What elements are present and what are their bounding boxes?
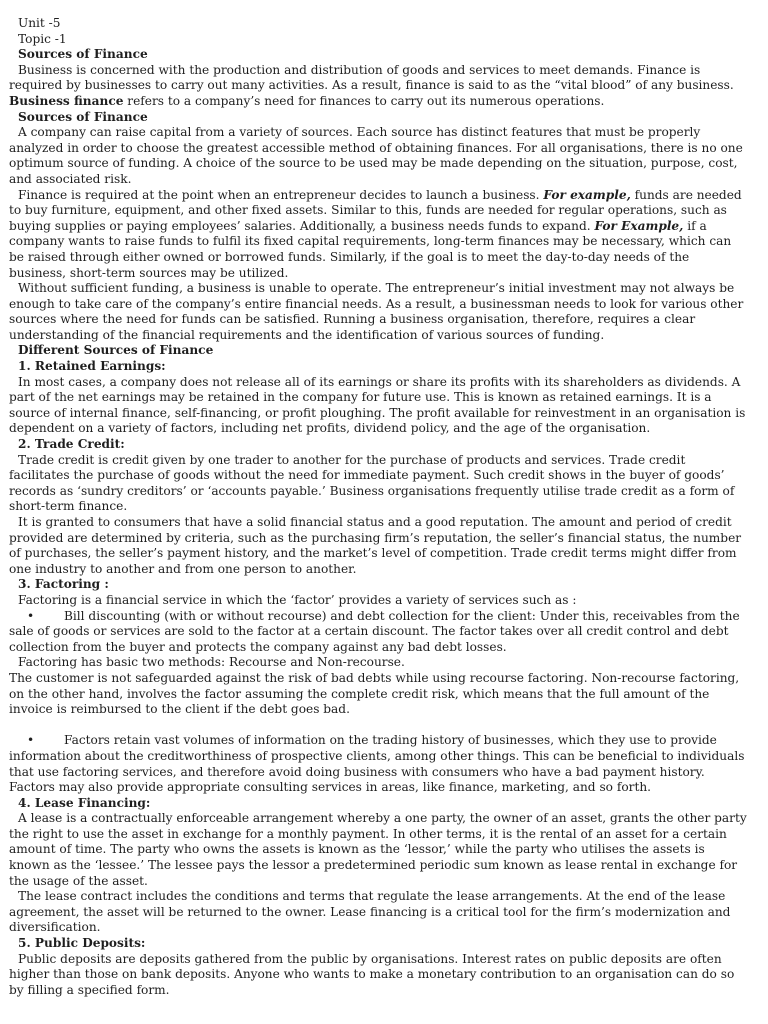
unit-label: Unit -5 [18, 16, 61, 30]
trade-credit-paragraph-1: Trade credit is credit given by one trader to another for the purchase of products and services. Trade credit facilitates the purchase of goods without the need for immediate payment. Such credit shows in the buyer of goods’ records as ‘sundry creditors’ or ‘accounts payable.’ Business organisations frequently utilise trade credit as a form of short-term finance. [9, 452, 735, 514]
section-heading-sources: Sources of Finance [18, 109, 148, 124]
example-label: For example, [543, 187, 631, 202]
example-label: For Example, [594, 218, 684, 233]
section-heading-different-sources: Different Sources of Finance [18, 343, 214, 358]
intro-paragraph-1: Business is concerned with the production and distribution of goods and services to meet demands. Finance is required by businesses to carry out many activities. As a result, finance is said to as the “vital blood” of any business. Business finance refers to a company’s need for finances to carry out its numerous operations. [9, 62, 734, 108]
factoring-bullet-2: • Factors retain vast volumes of information on the trading history of businesses, which they use to provide information about the creditworthiness of prospective clients, among other things. This can be beneficial to individuals that use factoring services, and therefore avoid doing business with consumers who have a bad payment history. Factors may also provide appropriate consulting services in areas, like finance, marketing, and so forth. [9, 733, 745, 795]
business-finance-term: Business finance [9, 93, 124, 108]
intro-paragraph-4: Without sufficient funding, a business is unable to operate. The entrepreneur’s initial investment may not always be enough to take care of the company’s entire financial needs. As a result, a businessman needs to look for various other sources where the need for funds can be satisfied. Running a business organisation, therefore, requires a clear understanding of the financial requirements and the identification of various sources of funding. [9, 281, 744, 342]
bullet-icon: • [27, 733, 35, 748]
heading-public-deposits: 5. Public Deposits: [18, 936, 146, 951]
topic-label: Topic -1 [18, 31, 67, 46]
factoring-bullet-1: • Bill discounting (with or without recourse) and debt collection for the client: Under this, receivables from the sale of goods or services are sold to the factor at a certain discount. The factor takes over all credit control and debt collection from the buyer and protects the company against any bad debt losses. [9, 608, 740, 654]
intro-paragraph-3: Finance is required at the point when an entrepreneur decides to launch a business. For example, funds are needed to buy furniture, equipment, and other fixed assets. Similar to this, funds are needed for regular operations, such as buying supplies or paying employees’ salaries. Additionally, a business needs funds to expand. For Example, if a company wants to raise funds to fulfil its fixed capital requirements, long-term finances may be necessary, which can be raised through either owned or borrowed funds. Similarly, if the goal is to meet the day-to-day needs of the business, short-term sources may be utilized. [9, 187, 742, 280]
blank-line [9, 718, 749, 734]
public-deposits-paragraph: Public deposits are deposits gathered from the public by organisations. Interest rates on public deposits are often higher than those on bank deposits. Anyone who wants to make a monetary contribution to an organisation can do so by filling a specified form. [9, 951, 735, 997]
lease-paragraph-2: The lease contract includes the conditions and terms that regulate the lease arrangements. At the end of the lease agreement, the asset will be returned to the owner. Lease financing is a critical tool for the firm’s modernization and diversification. [9, 889, 731, 935]
factoring-paragraph-2: Factoring has basic two methods: Recourse and Non-recourse. [18, 655, 405, 670]
trade-credit-paragraph-2: It is granted to consumers that have a solid financial status and a good reputation. The amount and period of credit provided are determined by criteria, such as the purchasing firm’s reputation, the seller’s financial status, the number of purchases, the seller’s payment history, and the market’s level of competition. Trade credit terms might differ from one industry to another and from one person to another. [9, 515, 742, 576]
heading-factoring: 3. Factoring : [18, 577, 109, 592]
lease-paragraph-1: A lease is a contractually enforceable arrangement whereby a one party, the owner of an asset, grants the other party the right to use the asset in exchange for a monthly payment. In other terms, it is the rental of an asset for a certain amount of time. The party who owns the assets is known as the ‘lessor,’ while the party who utilises the assets is known as the ‘lessee.’ The lessee pays the lessor a predetermined periodic sum known as lease rental in exchange for the usage of the asset. [9, 811, 747, 888]
heading-retained-earnings: 1. Retained Earnings: [18, 359, 166, 374]
bullet-icon: • [27, 608, 35, 623]
intro-paragraph-2: A company can raise capital from a variety of sources. Each source has distinct features that must be properly analyzed in order to choose the greatest accessible method of obtaining finances. For all organisations, there is no one optimum source of funding. A choice of the source to be used may be made depending on the situation, purpose, cost, and associated risk. [9, 125, 743, 186]
heading-trade-credit: 2. Trade Credit: [18, 437, 125, 452]
heading-lease-financing: 4. Lease Financing: [18, 795, 151, 810]
retained-earnings-paragraph: In most cases, a company does not release all of its earnings or share its profits with its shareholders as dividends. A part of the net earnings may be retained in the company for future use. This is known as retained earnings. It is a source of internal finance, self-financing, or profit ploughing. The profit available for reinvestment in an organisation is dependent on a variety of factors, including net profits, dividend policy, and the age of the organisation. [9, 374, 746, 436]
factoring-paragraph-1: Factoring is a financial service in which the ‘factor’ provides a variety of services such as : [18, 592, 577, 607]
page-title: Sources of Finance [18, 47, 148, 62]
document-page [9, 16, 749, 998]
factoring-paragraph-3: The customer is not safeguarded against the risk of bad debts while using recourse factoring. Non-recourse factoring, on the other hand, involves the factor assuming the complete credit risk, which means that the full amount of the invoice is reimbursed to the client if the debt goes bad. [9, 670, 740, 717]
